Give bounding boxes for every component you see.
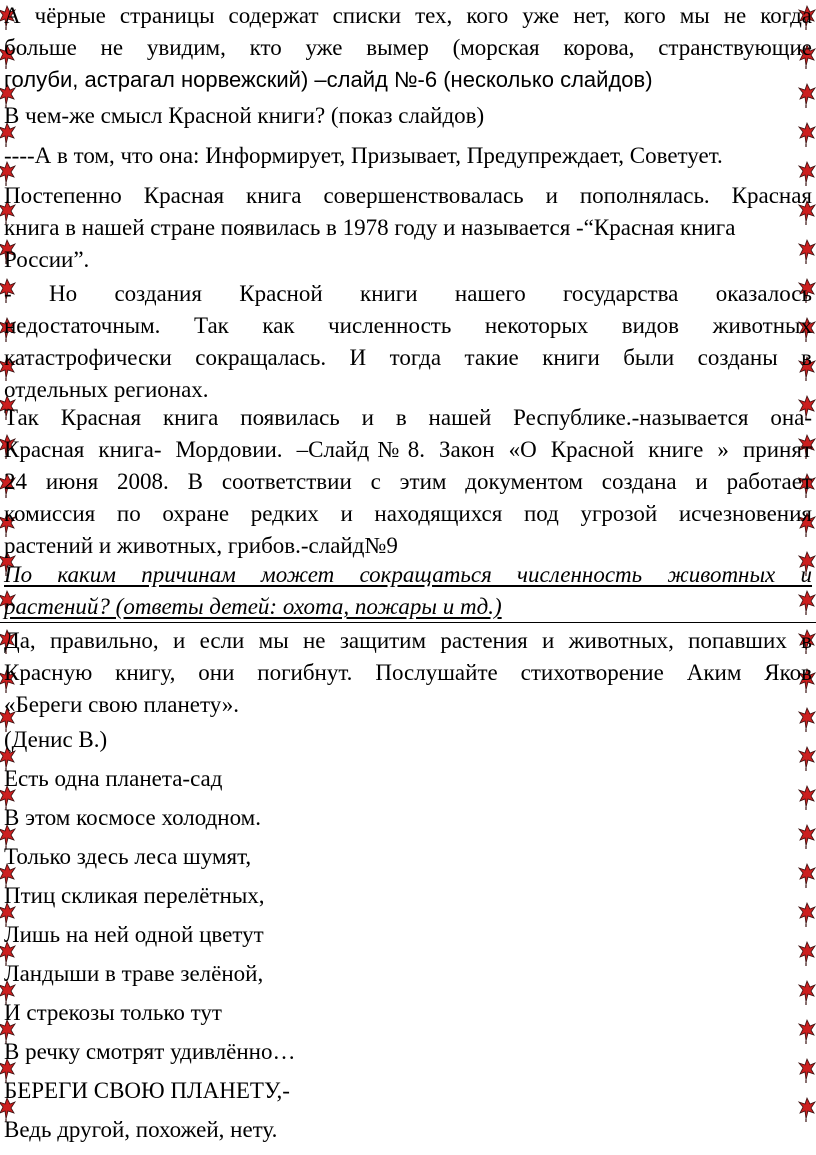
poem-line: Только здесь леса шумят, xyxy=(4,844,252,869)
paragraph-reader-name xyxy=(4,724,812,756)
poem-line: И стрекозы только тут xyxy=(4,1000,222,1025)
text-line: России”. xyxy=(4,247,90,272)
text-line: Красную книгу, они погибнут. Послушайте стихотворение Аким Яков xyxy=(4,660,812,685)
poem-line: В речку смотрят удивлённо… xyxy=(4,1039,296,1064)
paragraph-regional-books xyxy=(4,278,812,406)
paragraph-red-book-black-pages xyxy=(4,0,812,96)
paragraph-question-reasons xyxy=(4,559,812,623)
paragraph-book-history xyxy=(4,180,812,276)
text-line: книга в нашей стране появилась в 1978 году и называется -“Красная книга xyxy=(4,215,736,240)
text-line: комиссия по охране редких и находящихся под угрозой исчезновения xyxy=(4,501,812,526)
poem-line: Ведь другой, похожей, нету. xyxy=(4,1117,278,1142)
paragraph-meaning-question xyxy=(4,100,812,132)
paragraph-mordovia-red-book xyxy=(4,402,812,562)
text-line: Так Красная книга появилась и в нашей Республике.-называется она- xyxy=(4,405,812,430)
paragraph-poem-intro xyxy=(4,625,812,721)
poem-line: Лишь на ней одной цветут xyxy=(4,922,264,947)
horizontal-rule xyxy=(0,622,816,623)
text-line: - Но создания Красной книги нашего государства оказалось xyxy=(4,281,812,306)
text-line: голуби, астрагал норвежский) –слайд №-6 (несколько слайдов) xyxy=(4,67,653,92)
text-line: Да, правильно, и если мы не защитим растения и животных, попавших в xyxy=(4,628,812,653)
text-line: 24 июня 2008. В соответствии с этим документом создана и работает xyxy=(4,469,812,494)
text-line: растений? (ответы детей: охота, пожары и тд.) xyxy=(4,594,502,619)
text-line: В чем-же смысл Красной книги? (показ слайдов) xyxy=(4,103,485,128)
text-line: ----А в том, что она: Информирует, Призывает, Предупреждает, Советует. xyxy=(4,143,723,168)
poem-line: Птиц скликая перелётных, xyxy=(4,883,265,908)
poem-line: В этом космосе холодном. xyxy=(4,805,261,830)
text-line: По каким причинам может сокращаться численность животных и xyxy=(4,562,812,587)
poem-line: Есть одна планета-сад xyxy=(4,766,223,791)
text-line: (Денис В.) xyxy=(4,727,108,752)
poem-line: БЕРЕГИ СВОЮ ПЛАНЕТУ,- xyxy=(4,1078,290,1103)
text-line: Постепенно Красная книга совершенствовалась и пополнялась. Красная xyxy=(4,183,812,208)
text-line: А чёрные страницы содержат списки тех, кого уже нет, кого мы не когда xyxy=(4,3,812,28)
text-line: растений и животных, грибов.-слайд№9 xyxy=(4,533,398,558)
text-line: больше не увидим, кто уже вымер (морская корова, странствующие xyxy=(4,35,812,60)
poem-line: Ландыши в траве зелёной, xyxy=(4,961,264,986)
poem xyxy=(4,763,812,1153)
text-line: «Береги свою планету». xyxy=(4,692,240,717)
paragraph-book-purpose xyxy=(4,140,812,172)
text-line: катастрофически сокращалась. И тогда такие книги были созданы в xyxy=(4,345,812,370)
text-line: отдельных регионах. xyxy=(4,377,209,402)
text-line: Красная книга- Мордовии. –Слайд№8. Закон «О Красной книге » принят xyxy=(4,437,812,462)
text-line: недостаточным. Так как численность некоторых видов животных xyxy=(4,313,812,338)
